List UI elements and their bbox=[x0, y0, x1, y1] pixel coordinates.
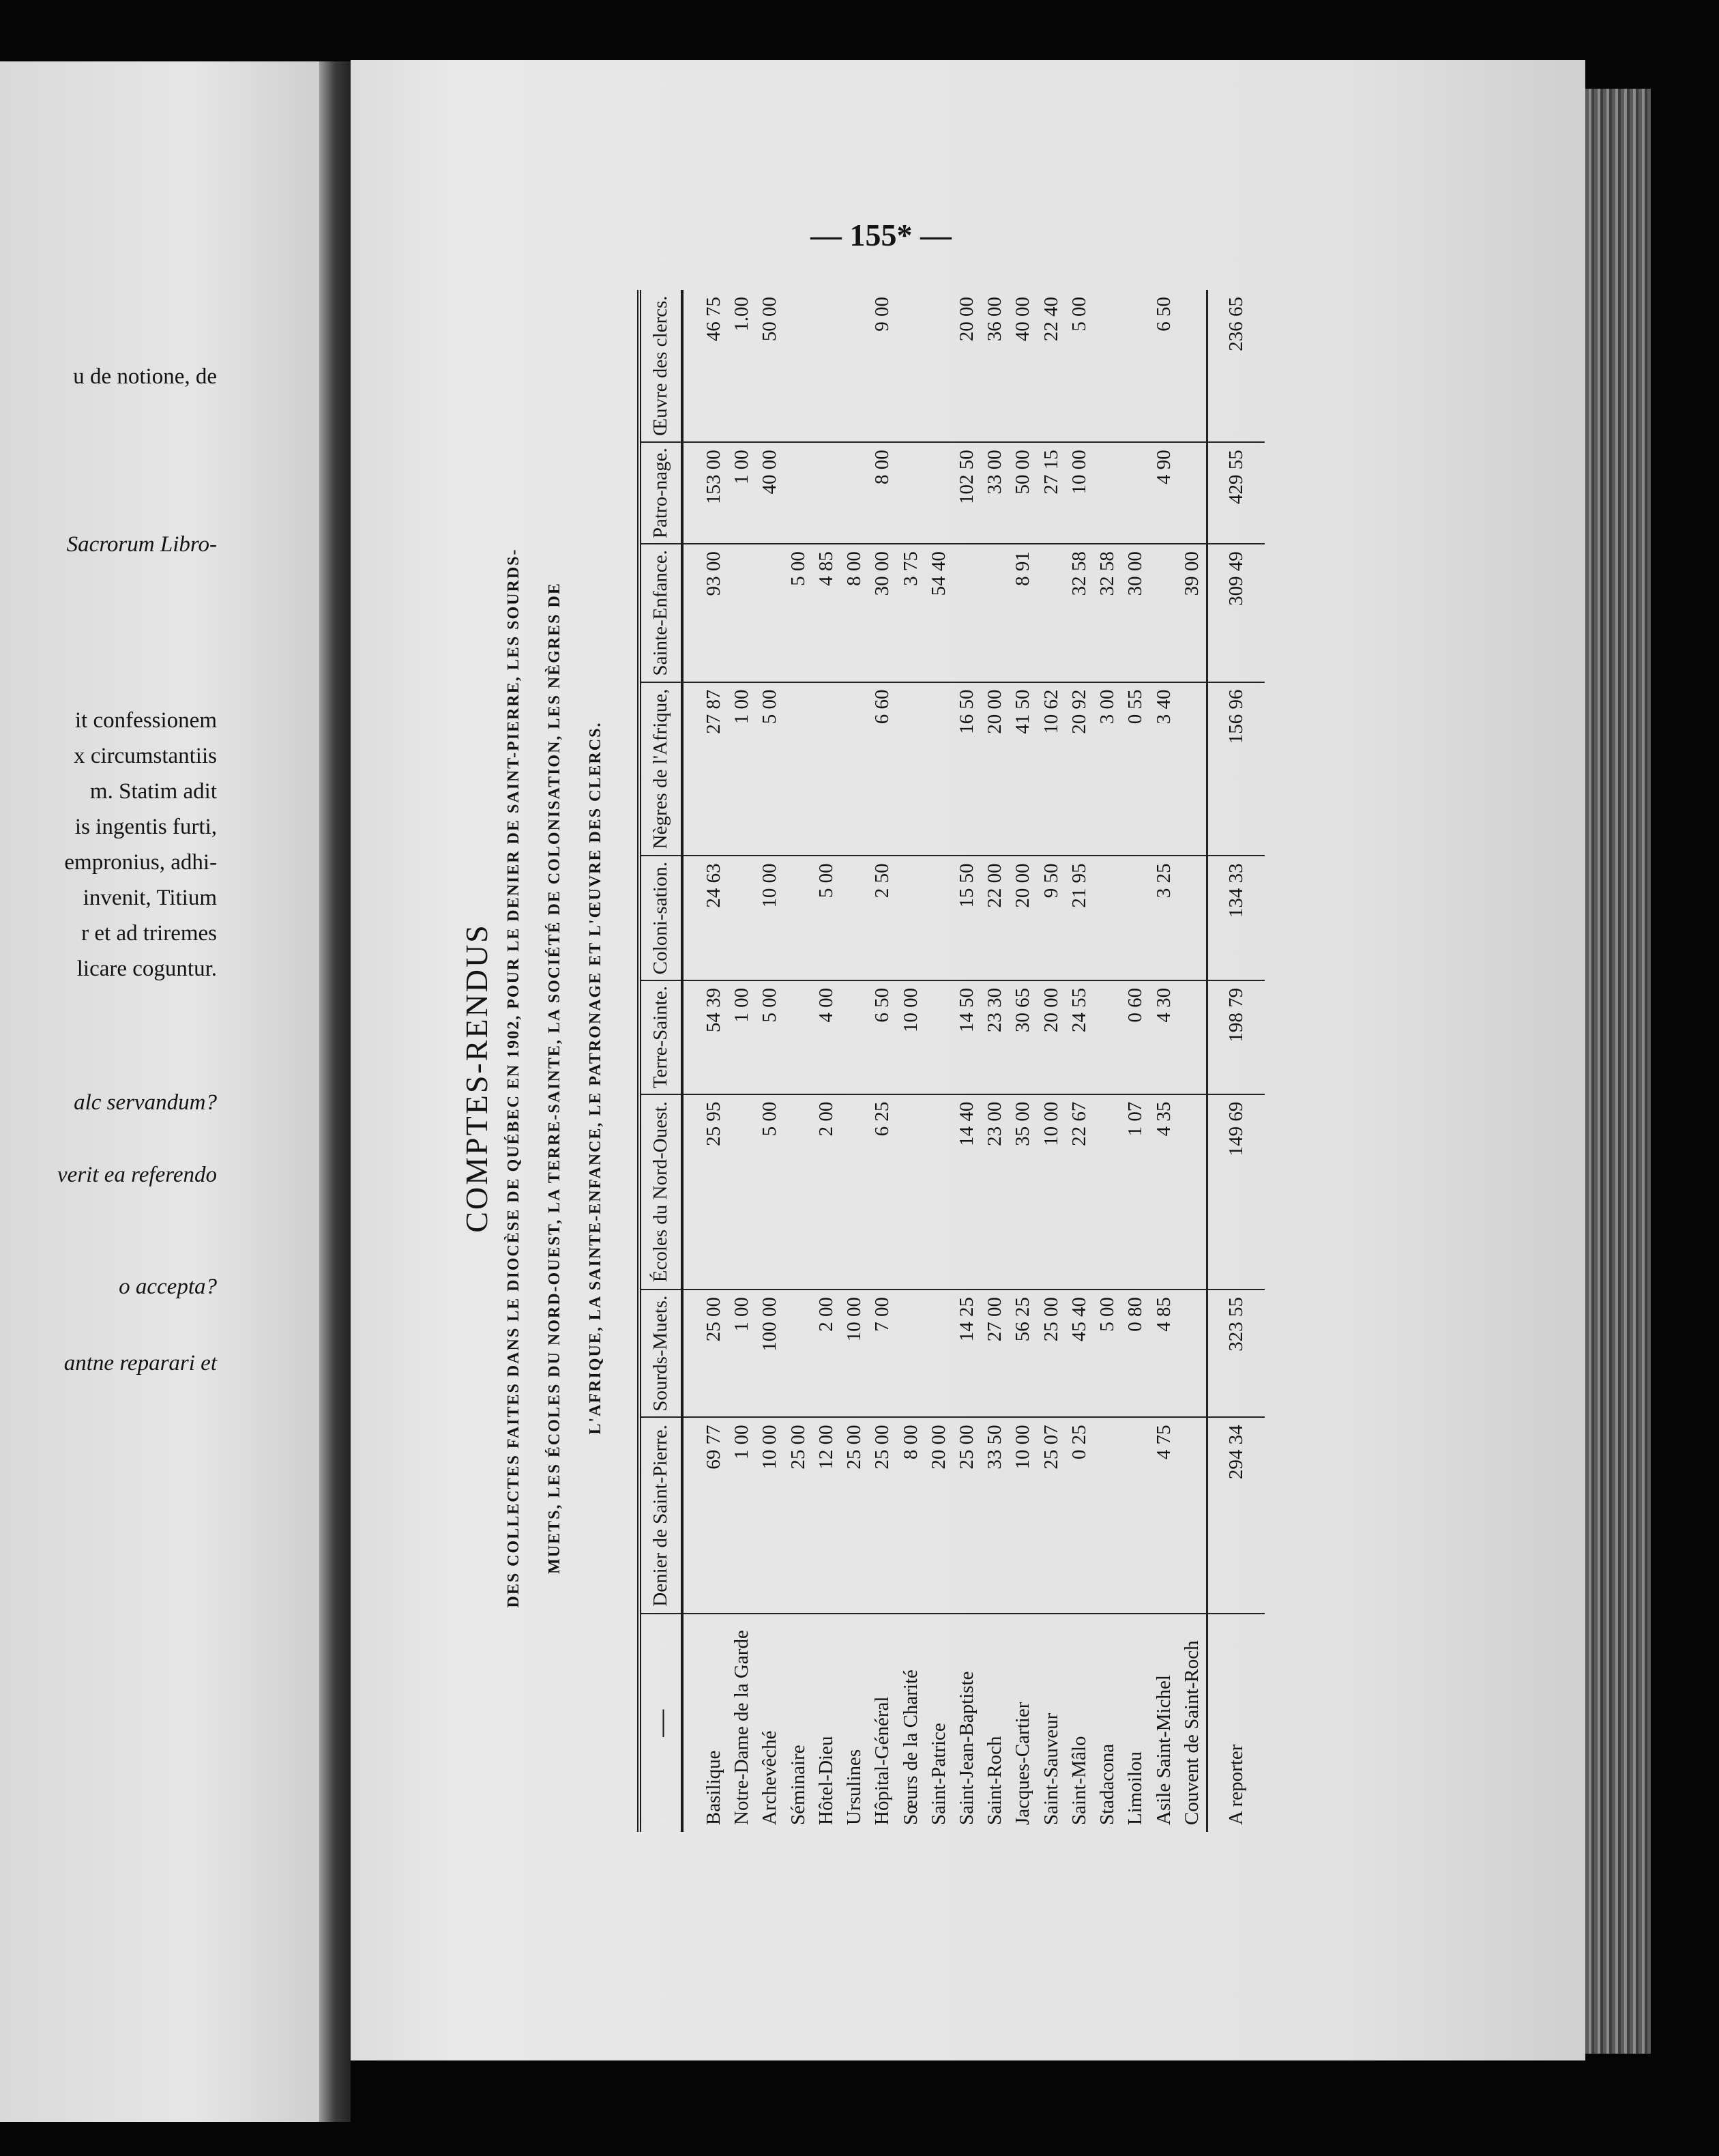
table-cell bbox=[1178, 682, 1207, 856]
table-cell: 10 00 bbox=[1066, 442, 1093, 544]
column-header: Écoles du Nord-Ouest. bbox=[639, 1094, 682, 1290]
table-cell: 4 85 bbox=[1149, 1290, 1177, 1417]
table-cell: 27 00 bbox=[981, 1290, 1009, 1417]
column-header: Œuvre des clercs. bbox=[639, 290, 682, 442]
table-cell: 10 00 bbox=[756, 856, 784, 980]
table-cell bbox=[1121, 290, 1149, 442]
header-name-column bbox=[639, 1614, 682, 1832]
table-cell: 1 00 bbox=[728, 1290, 756, 1417]
page-number: — 155* — bbox=[810, 218, 952, 252]
table-cell: 6 25 bbox=[868, 1094, 896, 1290]
table-cell bbox=[1038, 544, 1066, 682]
row-label: Ursulines bbox=[843, 1749, 866, 1825]
spacer-cell bbox=[682, 1417, 700, 1614]
table-cell: 27 87 bbox=[700, 682, 728, 856]
table-cell bbox=[784, 1094, 812, 1290]
table-cell: 2 50 bbox=[868, 856, 896, 980]
table-row bbox=[728, 290, 756, 1832]
table-cell: 4 00 bbox=[812, 980, 840, 1094]
left-page-line: m. Statim adit bbox=[89, 779, 217, 804]
header-row bbox=[639, 290, 682, 1832]
table-cell bbox=[1178, 856, 1207, 980]
row-label: Saint-Mâlo bbox=[1068, 1736, 1090, 1825]
table-cell: 5 00 bbox=[1066, 290, 1093, 442]
table-row bbox=[840, 290, 868, 1832]
table-cell: 10 00 bbox=[1009, 1417, 1037, 1614]
table-cell: 22 67 bbox=[1066, 1094, 1093, 1290]
table-cell: 4 75 bbox=[1149, 1417, 1177, 1614]
table-cell: 1 00 bbox=[728, 1417, 756, 1614]
table-cell bbox=[953, 544, 981, 682]
table-cell: 2 00 bbox=[812, 1094, 840, 1290]
table-cell: 8 00 bbox=[896, 1417, 924, 1614]
table-cell: 23 30 bbox=[981, 980, 1009, 1094]
table-cell: 7 00 bbox=[868, 1290, 896, 1417]
table-cell: 33 50 bbox=[981, 1417, 1009, 1614]
table-cell bbox=[1093, 1417, 1121, 1614]
left-page-line: licare coguntur. bbox=[76, 957, 217, 981]
rotated-report bbox=[458, 297, 1311, 1859]
row-label: Limoilou bbox=[1124, 1751, 1147, 1825]
table-cell bbox=[981, 544, 1009, 682]
row-label: Stadacona bbox=[1096, 1743, 1119, 1825]
table-cell: 30 00 bbox=[1121, 544, 1149, 682]
table-cell bbox=[925, 682, 953, 856]
table-cell: 5 00 bbox=[756, 980, 784, 1094]
table-cell: 5 00 bbox=[756, 682, 784, 856]
table-row bbox=[953, 290, 981, 1832]
table-cell: 6 50 bbox=[1149, 290, 1177, 442]
table-cell: 10 00 bbox=[896, 980, 924, 1094]
table-row bbox=[1178, 290, 1207, 1832]
table-cell: 5 00 bbox=[784, 544, 812, 682]
table-cell: 1 00 bbox=[728, 682, 756, 856]
row-label: Saint-Sauveur bbox=[1040, 1713, 1062, 1825]
row-label: Couvent de Saint-Roch bbox=[1180, 1640, 1203, 1825]
table-cell: 6 60 bbox=[868, 682, 896, 856]
left-page bbox=[0, 61, 319, 2122]
table-cell bbox=[756, 544, 784, 682]
total-row bbox=[1207, 290, 1265, 1832]
left-page-line: empronius, adhi- bbox=[64, 850, 217, 875]
table-cell: 5 00 bbox=[1093, 1290, 1121, 1417]
table-cell: 22 40 bbox=[1038, 290, 1066, 442]
table-row bbox=[1009, 290, 1037, 1832]
row-label: Séminaire bbox=[787, 1745, 809, 1825]
left-page-line: it confessionem bbox=[74, 708, 217, 733]
table-cell: 93 00 bbox=[700, 544, 728, 682]
row-label: Sœurs de la Charité bbox=[899, 1670, 922, 1825]
table-cell: 9 00 bbox=[868, 290, 896, 442]
table-cell bbox=[1121, 442, 1149, 544]
table-cell bbox=[925, 980, 953, 1094]
table-cell: 35 00 bbox=[1009, 1094, 1037, 1290]
table-cell: 24 55 bbox=[1066, 980, 1093, 1094]
table-cell: 20 00 bbox=[925, 1417, 953, 1614]
table-cell: 21 95 bbox=[1066, 856, 1093, 980]
table-row bbox=[925, 290, 953, 1832]
table-cell: 25 00 bbox=[1038, 1290, 1066, 1417]
table-cell: 4 35 bbox=[1149, 1094, 1177, 1290]
table-cell: 102 50 bbox=[953, 442, 981, 544]
table-cell: 3 25 bbox=[1149, 856, 1177, 980]
left-page-line: r et ad triremes bbox=[81, 921, 217, 946]
table-cell: 6 50 bbox=[868, 980, 896, 1094]
table-cell bbox=[925, 856, 953, 980]
report-subtitle-line-3: L'AFRIQUE, LA SAINTE-ENFANCE, LE PATRONAGE ET L'ŒUVRE DES CLERCS. bbox=[587, 721, 604, 1435]
table-cell: 25 00 bbox=[840, 1417, 868, 1614]
table-cell: 56 25 bbox=[1009, 1290, 1037, 1417]
table-cell bbox=[896, 290, 924, 442]
table-cell bbox=[1093, 1094, 1121, 1290]
table-cell: 1 00 bbox=[728, 980, 756, 1094]
table-cell: 0 60 bbox=[1121, 980, 1149, 1094]
row-label: Jacques-Cartier bbox=[1012, 1702, 1034, 1825]
table-cell: 8 91 bbox=[1009, 544, 1037, 682]
table-cell: 236 65 bbox=[1207, 290, 1265, 442]
table-cell bbox=[840, 980, 868, 1094]
table-cell bbox=[840, 682, 868, 856]
table-cell bbox=[896, 1290, 924, 1417]
table-cell: 1 00 bbox=[728, 442, 756, 544]
table-cell bbox=[840, 856, 868, 980]
table-cell bbox=[925, 442, 953, 544]
table-cell: 25 00 bbox=[784, 1417, 812, 1614]
table-cell: 46 75 bbox=[700, 290, 728, 442]
table-row bbox=[756, 290, 784, 1832]
table-cell bbox=[1178, 1094, 1207, 1290]
table-cell: 2 00 bbox=[812, 1290, 840, 1417]
table-cell: 25 00 bbox=[868, 1417, 896, 1614]
table-cell: 36 00 bbox=[981, 290, 1009, 442]
table-cell bbox=[840, 1094, 868, 1290]
spacer-cell bbox=[682, 544, 700, 682]
table-cell: 16 50 bbox=[953, 682, 981, 856]
table-cell: 12 00 bbox=[812, 1417, 840, 1614]
table-cell bbox=[1178, 980, 1207, 1094]
row-label: Asile Saint-Michel bbox=[1152, 1675, 1175, 1825]
spacer-cell bbox=[682, 856, 700, 980]
left-page-line: o accepta? bbox=[119, 1274, 217, 1299]
table-cell: 20 00 bbox=[1009, 856, 1037, 980]
row-label: Saint-Jean-Baptiste bbox=[955, 1671, 978, 1825]
table-cell: 1.00 bbox=[728, 290, 756, 442]
table-row bbox=[700, 290, 728, 1832]
table-cell bbox=[1121, 856, 1149, 980]
table-row bbox=[868, 290, 896, 1832]
table-cell: 156 96 bbox=[1207, 682, 1265, 856]
column-header: Sainte-Enfance. bbox=[639, 544, 682, 682]
table-cell bbox=[1093, 980, 1121, 1094]
table-cell: 22 00 bbox=[981, 856, 1009, 980]
table-cell: 4 30 bbox=[1149, 980, 1177, 1094]
column-header: Patro-nage. bbox=[639, 442, 682, 544]
table-cell: 10 62 bbox=[1038, 682, 1066, 856]
table-cell bbox=[1178, 290, 1207, 442]
table-cell: 309 49 bbox=[1207, 544, 1265, 682]
table-cell: 9 50 bbox=[1038, 856, 1066, 980]
row-label: A reporter bbox=[1207, 1614, 1265, 1832]
table-cell bbox=[925, 290, 953, 442]
table-cell: 20 92 bbox=[1066, 682, 1093, 856]
table-cell bbox=[728, 544, 756, 682]
spacer-cell bbox=[682, 1094, 700, 1290]
table-body bbox=[682, 290, 1265, 1832]
table-cell: 14 25 bbox=[953, 1290, 981, 1417]
row-label: Basilique bbox=[703, 1750, 725, 1825]
table-cell: 10 00 bbox=[840, 1290, 868, 1417]
table-cell: 10 00 bbox=[1038, 1094, 1066, 1290]
table-cell bbox=[1149, 544, 1177, 682]
table-cell: 69 77 bbox=[700, 1417, 728, 1614]
table-cell: 25 95 bbox=[700, 1094, 728, 1290]
table-cell bbox=[840, 290, 868, 442]
table-cell: 5 00 bbox=[756, 1094, 784, 1290]
table-cell bbox=[784, 856, 812, 980]
table-cell: 153 00 bbox=[700, 442, 728, 544]
table-cell bbox=[784, 290, 812, 442]
table-cell bbox=[784, 682, 812, 856]
table-cell bbox=[812, 290, 840, 442]
table-cell: 20 00 bbox=[981, 682, 1009, 856]
left-page-line: invenit, Titium bbox=[83, 886, 217, 910]
table-cell bbox=[896, 442, 924, 544]
row-label: Hôtel-Dieu bbox=[814, 1736, 837, 1825]
table-cell: 3 75 bbox=[896, 544, 924, 682]
left-page-line: x circumstantiis bbox=[74, 744, 217, 768]
table-cell: 20 00 bbox=[953, 290, 981, 442]
table-cell bbox=[784, 1290, 812, 1417]
table-cell: 8 00 bbox=[840, 544, 868, 682]
table-row bbox=[981, 290, 1009, 1832]
row-label: Saint-Roch bbox=[984, 1736, 1006, 1825]
table-cell: 25 07 bbox=[1038, 1417, 1066, 1614]
table-cell: 4 90 bbox=[1149, 442, 1177, 544]
table-cell: 30 00 bbox=[868, 544, 896, 682]
table-cell: 323 55 bbox=[1207, 1290, 1265, 1417]
table-cell bbox=[812, 682, 840, 856]
table-cell bbox=[1121, 1417, 1149, 1614]
table-cell: 8 00 bbox=[868, 442, 896, 544]
table-cell: 40 00 bbox=[756, 442, 784, 544]
table-cell: 14 40 bbox=[953, 1094, 981, 1290]
table-cell: 149 69 bbox=[1207, 1094, 1265, 1290]
left-page-line: u de notione, de bbox=[73, 364, 217, 389]
table-cell: 4 85 bbox=[812, 544, 840, 682]
page-edges bbox=[1585, 89, 1651, 2054]
table-cell bbox=[896, 1094, 924, 1290]
table-cell: 0 55 bbox=[1121, 682, 1149, 856]
report-heading: COMPTES-RENDUS bbox=[459, 923, 494, 1233]
left-page-line: antne reparari et bbox=[63, 1351, 217, 1375]
spacer-cell bbox=[682, 1614, 700, 1832]
table-cell: 50 00 bbox=[1009, 442, 1037, 544]
table-cell bbox=[812, 442, 840, 544]
table-cell: 0 80 bbox=[1121, 1290, 1149, 1417]
table-row bbox=[1149, 290, 1177, 1832]
table-cell bbox=[925, 1290, 953, 1417]
table-cell: 25 00 bbox=[700, 1290, 728, 1417]
table-cell bbox=[896, 682, 924, 856]
table-cell: 33 00 bbox=[981, 442, 1009, 544]
column-header: Terre-Sainte. bbox=[639, 980, 682, 1094]
column-header: Coloni-sation. bbox=[639, 856, 682, 980]
row-label: Notre-Dame de la Garde bbox=[731, 1630, 753, 1825]
table-row bbox=[1093, 290, 1121, 1832]
report-subtitle-line-2: MUETS, LES ÉCOLES DU NORD-OUEST, LA TERRE-SAINTE, LA SOCIÉTÉ DE COLONISATION, LES NÈGRES DE bbox=[546, 582, 563, 1574]
table-cell bbox=[1093, 290, 1121, 442]
spacer-cell bbox=[682, 442, 700, 544]
table-cell bbox=[728, 856, 756, 980]
table-cell bbox=[728, 1094, 756, 1290]
table-cell bbox=[925, 1094, 953, 1290]
table-cell bbox=[1178, 1417, 1207, 1614]
table-cell: 134 33 bbox=[1207, 856, 1265, 980]
table-cell: 32 58 bbox=[1093, 544, 1121, 682]
spacer-cell bbox=[682, 980, 700, 1094]
table-row bbox=[1121, 290, 1149, 1832]
table-cell bbox=[784, 442, 812, 544]
table-row bbox=[1066, 290, 1093, 1832]
table-cell: 40 00 bbox=[1009, 290, 1037, 442]
table-row bbox=[812, 290, 840, 1832]
table-header bbox=[639, 290, 682, 1832]
spacer-cell bbox=[682, 682, 700, 856]
row-label: Hôpital-Général bbox=[871, 1696, 894, 1825]
column-header: Denier de Saint-Pierre. bbox=[639, 1417, 682, 1614]
header-dash: — bbox=[645, 1709, 676, 1737]
table-cell: 25 00 bbox=[953, 1417, 981, 1614]
table-cell: 54 40 bbox=[925, 544, 953, 682]
column-header: Sourds-Muets. bbox=[639, 1290, 682, 1417]
left-page-line: alc servandum? bbox=[74, 1090, 217, 1115]
table-cell: 15 50 bbox=[953, 856, 981, 980]
table-cell: 3 00 bbox=[1093, 682, 1121, 856]
table-row bbox=[784, 290, 812, 1832]
collections-table bbox=[637, 290, 1265, 1832]
table-cell: 20 00 bbox=[1038, 980, 1066, 1094]
table-cell: 429 55 bbox=[1207, 442, 1265, 544]
table-cell: 198 79 bbox=[1207, 980, 1265, 1094]
spacer-cell bbox=[682, 290, 700, 442]
table-cell bbox=[1178, 1290, 1207, 1417]
table-cell: 0 25 bbox=[1066, 1417, 1093, 1614]
table-cell bbox=[896, 856, 924, 980]
spacer-row bbox=[682, 290, 700, 1832]
spacer-cell bbox=[682, 1290, 700, 1417]
table-cell: 50 00 bbox=[756, 290, 784, 442]
table-cell bbox=[784, 980, 812, 1094]
table-cell: 30 65 bbox=[1009, 980, 1037, 1094]
left-page-line: Sacrorum Libro- bbox=[66, 532, 217, 557]
left-page-line: verit ea referendo bbox=[57, 1163, 217, 1187]
table-cell: 3 40 bbox=[1149, 682, 1177, 856]
table-cell: 14 50 bbox=[953, 980, 981, 1094]
table-cell: 39 00 bbox=[1178, 544, 1207, 682]
book-gutter bbox=[319, 61, 351, 2122]
table-cell: 54 39 bbox=[700, 980, 728, 1094]
column-header: Nègres de l'Afrique, bbox=[639, 682, 682, 856]
table-cell bbox=[840, 442, 868, 544]
table-row bbox=[896, 290, 924, 1832]
table-cell bbox=[1093, 442, 1121, 544]
table-cell: 5 00 bbox=[812, 856, 840, 980]
table-cell: 10 00 bbox=[756, 1417, 784, 1614]
report-subtitle-line-1: DES COLLECTES FAITES DANS LE DIOCÈSE DE QUÉBEC EN 1902, POUR LE DENIER DE SAINT-PIERRE, LES SOURDS- bbox=[505, 548, 523, 1608]
table-cell: 41 50 bbox=[1009, 682, 1037, 856]
row-label: Archevêché bbox=[759, 1730, 781, 1825]
table-cell: 32 58 bbox=[1066, 544, 1093, 682]
table-cell bbox=[1178, 442, 1207, 544]
table-cell: 45 40 bbox=[1066, 1290, 1093, 1417]
table-row bbox=[1038, 290, 1066, 1832]
table-cell: 100 00 bbox=[756, 1290, 784, 1417]
table-cell: 24 63 bbox=[700, 856, 728, 980]
row-label: Saint-Patrice bbox=[927, 1723, 950, 1825]
table-cell: 1 07 bbox=[1121, 1094, 1149, 1290]
table-cell: 27 15 bbox=[1038, 442, 1066, 544]
table-cell bbox=[1093, 856, 1121, 980]
table-cell: 294 34 bbox=[1207, 1417, 1265, 1614]
table-cell: 23 00 bbox=[981, 1094, 1009, 1290]
left-page-line: is ingentis furti, bbox=[74, 815, 217, 839]
